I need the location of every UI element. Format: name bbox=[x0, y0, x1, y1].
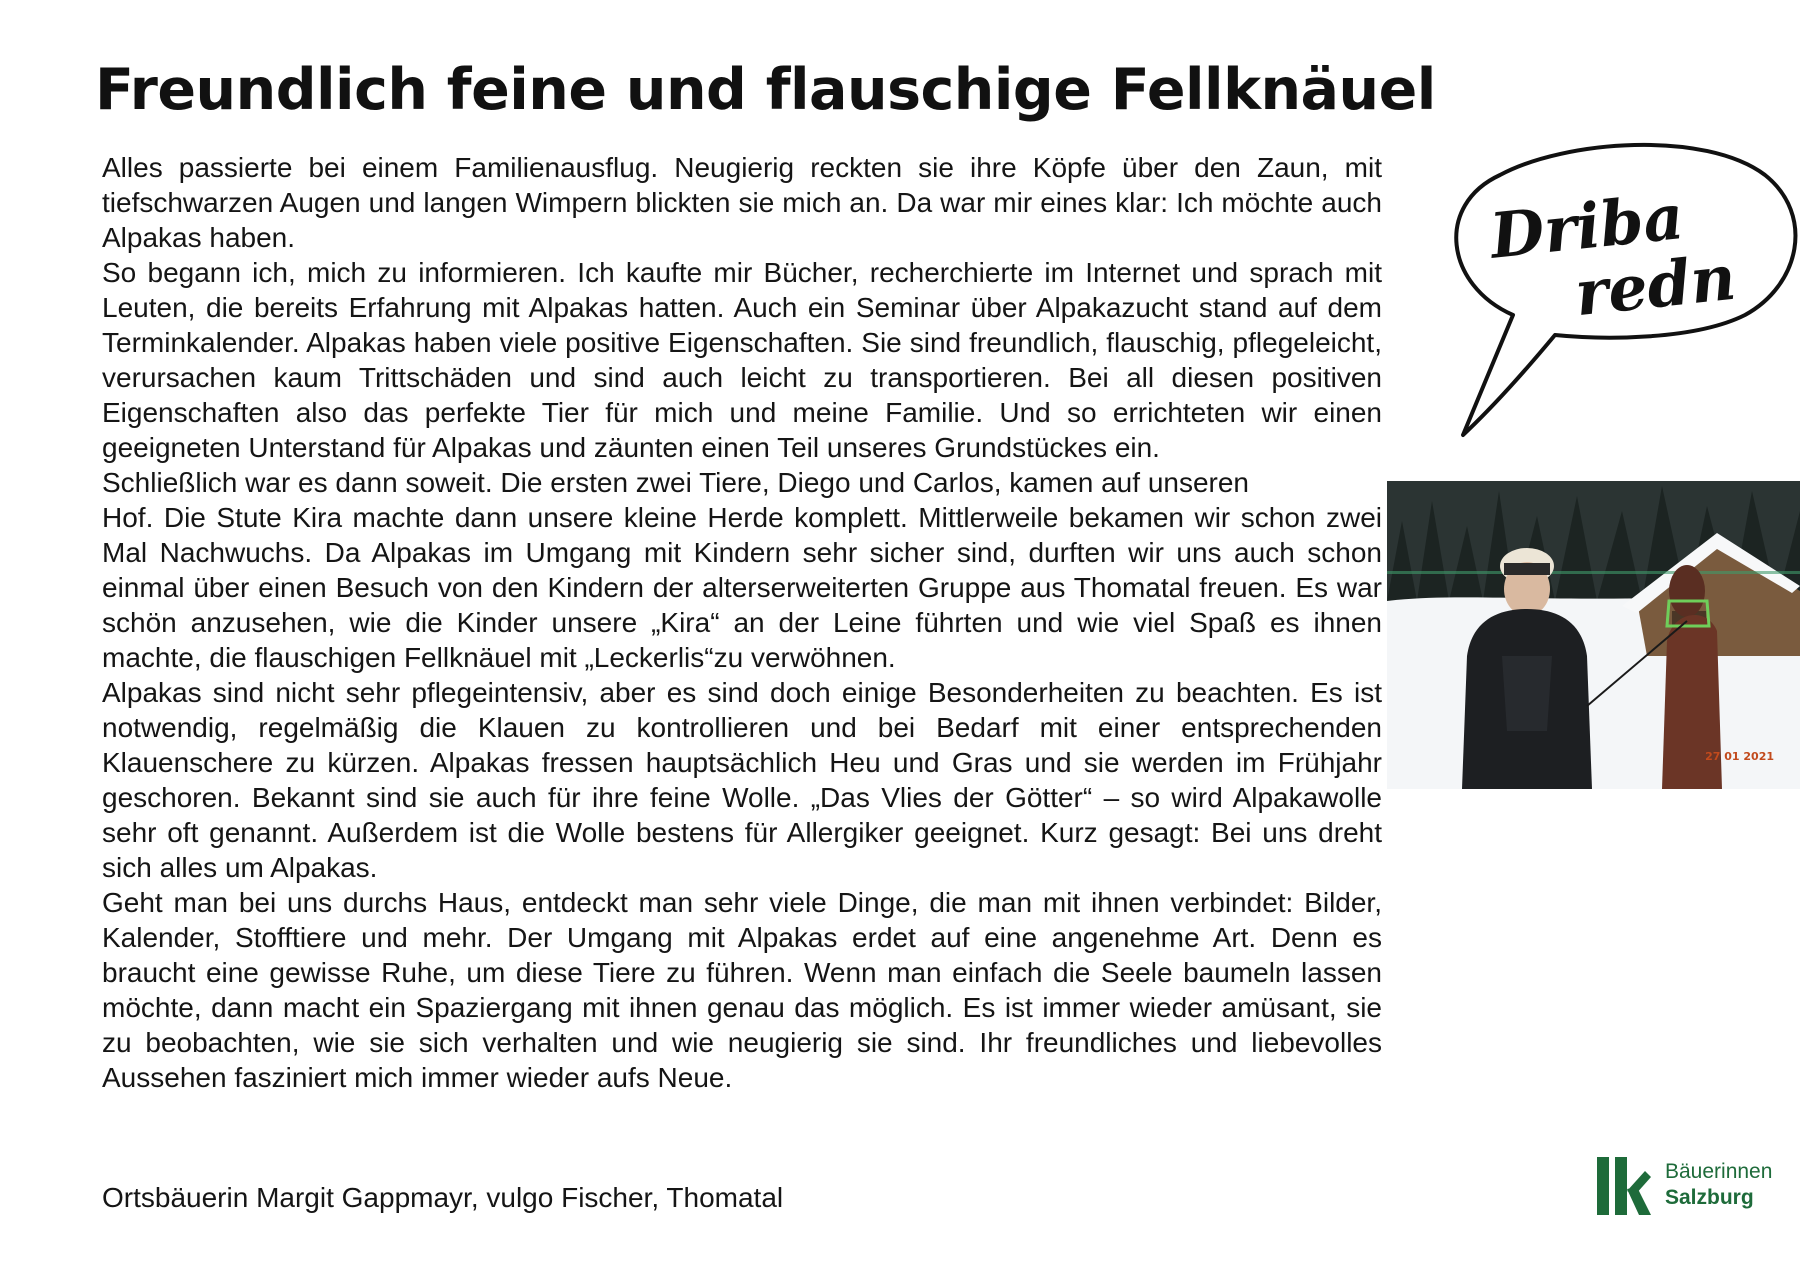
alpaca-photo bbox=[1387, 481, 1800, 789]
photo-image bbox=[1387, 481, 1800, 789]
speech-bubble bbox=[1405, 135, 1800, 475]
paragraph-3: Schließlich war es dann soweit. Die ersten zwei Tiere, Diego und Carlos, kamen auf unseren bbox=[102, 467, 1250, 498]
article-body bbox=[102, 150, 1382, 1095]
author-signature: Ortsbäuerin Margit Gappmayr, vulgo Fischer, Thomatal bbox=[102, 1182, 784, 1213]
bubble-line-2: redn bbox=[1571, 240, 1739, 331]
logo-text bbox=[1665, 1159, 1772, 1211]
photo-date-stamp: 27 01 2021 bbox=[1705, 750, 1774, 763]
paragraph-1: Alles passierte bei einem Familienausflug. Neugierig reckten sie ihre Köpfe über den Zaun, mit tiefschwarzen Augen und langen Wimpern blickten sie mich an. Da war mir eines klar: Ich möchte auch Alpakas haben. bbox=[102, 152, 1382, 253]
paragraph-6: Geht man bei uns durchs Haus, entdeckt man sehr viele Dinge, die man mit ihnen verbindet: Bilder, Kalender, Stofftiere und mehr. Der Umgang mit Alpakas erdet auf eine angenehme Art. Denn es braucht eine gewisse Ruhe, um diese Tiere zu führen. Wenn man einfach die Seele baumeln lassen möchte, dann macht ein Spaziergang mit ihnen genau das möglich. Es ist immer wieder amüsant, sie zu beobachten, wie sie sich verhalten und wie neugierig sie sind. Ihr freundliches und liebevolles Aussehen fasziniert mich immer wieder aufs Neue. bbox=[102, 887, 1382, 1093]
paragraph-4: Hof. Die Stute Kira machte dann unsere kleine Herde komplett. Mittlerweile bekamen wir schon zwei Mal Nachwuchs. Da Alpakas im Umgang mit Kindern sehr sicher sind, durften wir uns auch schon einmal über einen Besuch von den Kindern der alterserweiterten Gruppe aus Thomatal freuen. Es war schön anzusehen, wie die Kinder unsere „Kira“ an der Leine führten und wie viel Spaß es ihnen machte, die flauschigen Fellknäuel mit „Leckerlis“zu verwöhnen. bbox=[102, 502, 1382, 673]
logo-line-2: Salzburg bbox=[1665, 1186, 1754, 1209]
paragraph-2: So begann ich, mich zu informieren. Ich kaufte mir Bücher, recherchierte im Internet und sprach mit Leuten, die bereits Erfahrung mit Alpakas hatten. Auch ein Seminar über Alpakazucht stand auf dem Terminkalender. Alpakas haben viele positive Eigenschaften. Sie sind freundlich, flauschig, pflegeleicht, verursachen kaum Trittschäden und sind auch leicht zu transportieren. Bei all diesen positiven Eigenschaften also das perfekte Tier für mich und meine Familie. Und so errichteten wir einen geeigneten Unterstand für Alpakas und zäunten einen Teil unseres Grundstückes ein. bbox=[102, 257, 1382, 463]
article-title: Freundlich feine und flauschige Fellknäuel bbox=[95, 57, 1436, 123]
lk-logo bbox=[1595, 1150, 1772, 1220]
lk-logo-icon bbox=[1595, 1153, 1651, 1217]
paragraph-5: Alpakas sind nicht sehr pflegeintensiv, aber es sind doch einige Besonderheiten zu beachten. Es ist notwendig, regelmäßig die Klauen zu kontrollieren und bei Bedarf mit einer entsprechenden Klauenschere zu kürzen. Alpakas fressen hauptsächlich Heu und Gras und sie werden im Frühjahr geschoren. Bekannt sind sie auch für ihre feine Wolle. „Das Vlies der Götter“ – so wird Alpakawolle sehr oft genannt. Außerdem ist die Wolle bestens für Allergiker geeignet. Kurz gesagt: Bei uns dreht sich alles um Alpakas. bbox=[102, 677, 1382, 883]
logo-line-1: Bäuerinnen bbox=[1665, 1160, 1773, 1183]
bubble-line-1: Driba bbox=[1486, 179, 1687, 273]
speech-bubble-icon bbox=[1405, 135, 1800, 475]
